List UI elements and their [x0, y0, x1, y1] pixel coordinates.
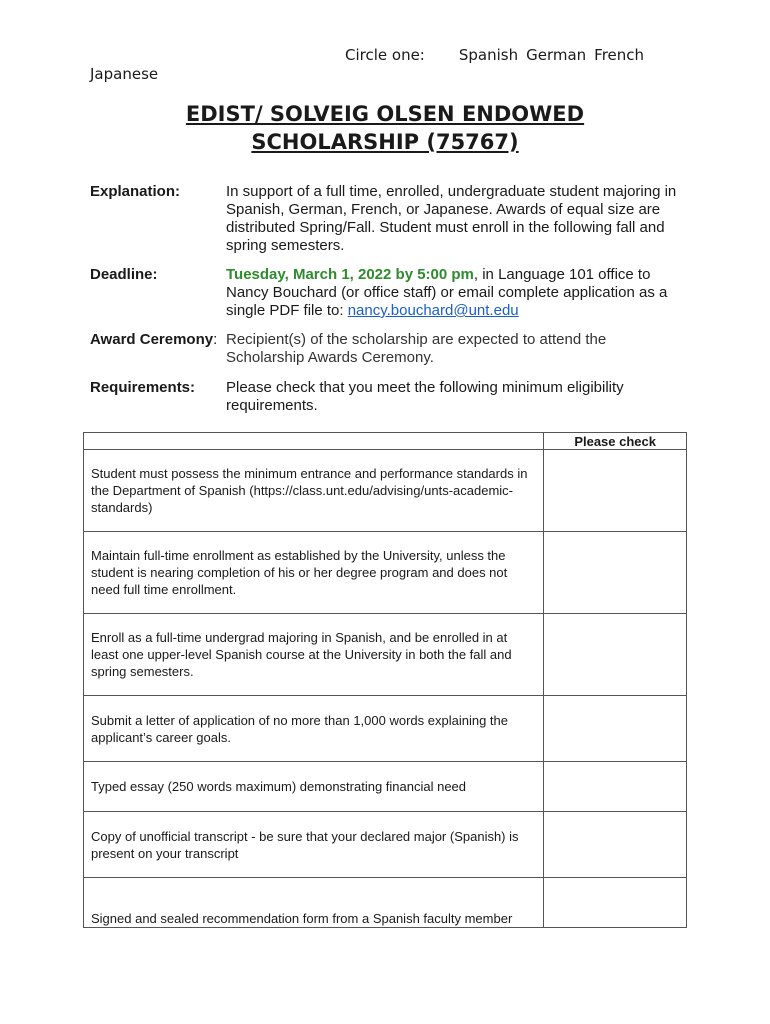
deadline-section — [90, 266, 690, 320]
requirements-section — [90, 379, 690, 415]
check-cell[interactable] — [544, 878, 687, 928]
language-option-german[interactable]: German — [526, 46, 587, 64]
check-cell[interactable] — [544, 696, 687, 762]
email-link[interactable]: nancy.bouchard@unt.edu — [347, 302, 519, 319]
deadline-label: Deadline: — [90, 266, 158, 283]
requirement-item: Signed and sealed recommendation form from a Spanish faculty member — [84, 878, 544, 928]
check-cell[interactable] — [544, 614, 687, 696]
award-label: Award Ceremony — [90, 331, 214, 348]
award-colon: : — [213, 331, 218, 348]
table-row — [84, 614, 687, 696]
table-header-empty — [84, 433, 544, 450]
requirements-label: Requirements: — [90, 379, 196, 396]
please-check-header: Please check — [544, 433, 687, 450]
requirement-item: Submit a letter of application of no more than 1,000 words explaining the applicant’s career goals. — [84, 696, 544, 762]
requirements-text: Please check that you meet the following minimum eligibility requirements. — [226, 379, 624, 414]
check-cell[interactable] — [544, 812, 687, 878]
language-option-spanish[interactable]: Spanish — [458, 46, 519, 64]
deadline-instructions: , in Language 101 office to Nancy Bouchard (or office staff) or email complete application as a single PDF file to: — [226, 266, 668, 319]
table-row — [84, 762, 687, 812]
language-selector — [345, 46, 644, 64]
table-row — [84, 812, 687, 878]
language-option-japanese[interactable]: Japanese — [90, 65, 159, 83]
explanation-label: Explanation: — [90, 183, 181, 200]
check-cell[interactable] — [544, 450, 687, 532]
award-section — [90, 331, 690, 367]
requirement-item: Enroll as a full-time undergrad majoring in Spanish, and be enrolled in at least one upper-level Spanish course at the University in both the fall and spring semesters. — [84, 614, 544, 696]
circle-one-label: Circle one: — [345, 46, 425, 64]
explanation-section — [90, 183, 690, 255]
table-row — [84, 696, 687, 762]
table-header-row — [84, 433, 687, 450]
requirement-item: Typed essay (250 words maximum) demonstrating financial need — [84, 762, 544, 812]
requirements-table — [83, 432, 687, 928]
deadline-date: Tuesday, March 1, 2022 by 5:00 pm — [226, 266, 474, 283]
requirement-item: Student must possess the minimum entrance and performance standards in the Department of Spanish (https://class.unt.edu/advising/unts-academic-standards) — [84, 450, 544, 532]
requirement-item: Copy of unofficial transcript - be sure that your declared major (Spanish) is present on your transcript — [84, 812, 544, 878]
title-line-1: EDIST/ SOLVEIG OLSEN ENDOWED — [185, 102, 585, 126]
table-row — [84, 878, 687, 928]
table-row — [84, 450, 687, 532]
title-line-2: SCHOLARSHIP (75767) — [251, 130, 519, 154]
award-text: Recipient(s) of the scholarship are expected to attend the Scholarship Awards Ceremony. — [226, 331, 607, 366]
explanation-text: In support of a full time, enrolled, undergraduate student majoring in Spanish, German, French, or Japanese. Awards of equal size are distributed Spring/Fall. Student must enroll in the following fall and spring semesters. — [226, 183, 677, 254]
requirement-item: Maintain full-time enrollment as established by the University, unless the student is nearing completion of his or her degree program and does not need full time enrollment. — [84, 532, 544, 614]
check-cell[interactable] — [544, 532, 687, 614]
check-cell[interactable] — [544, 762, 687, 812]
table-row — [84, 532, 687, 614]
deadline-text — [226, 266, 686, 320]
page-title — [0, 100, 770, 156]
language-option-french[interactable]: French — [594, 46, 645, 64]
